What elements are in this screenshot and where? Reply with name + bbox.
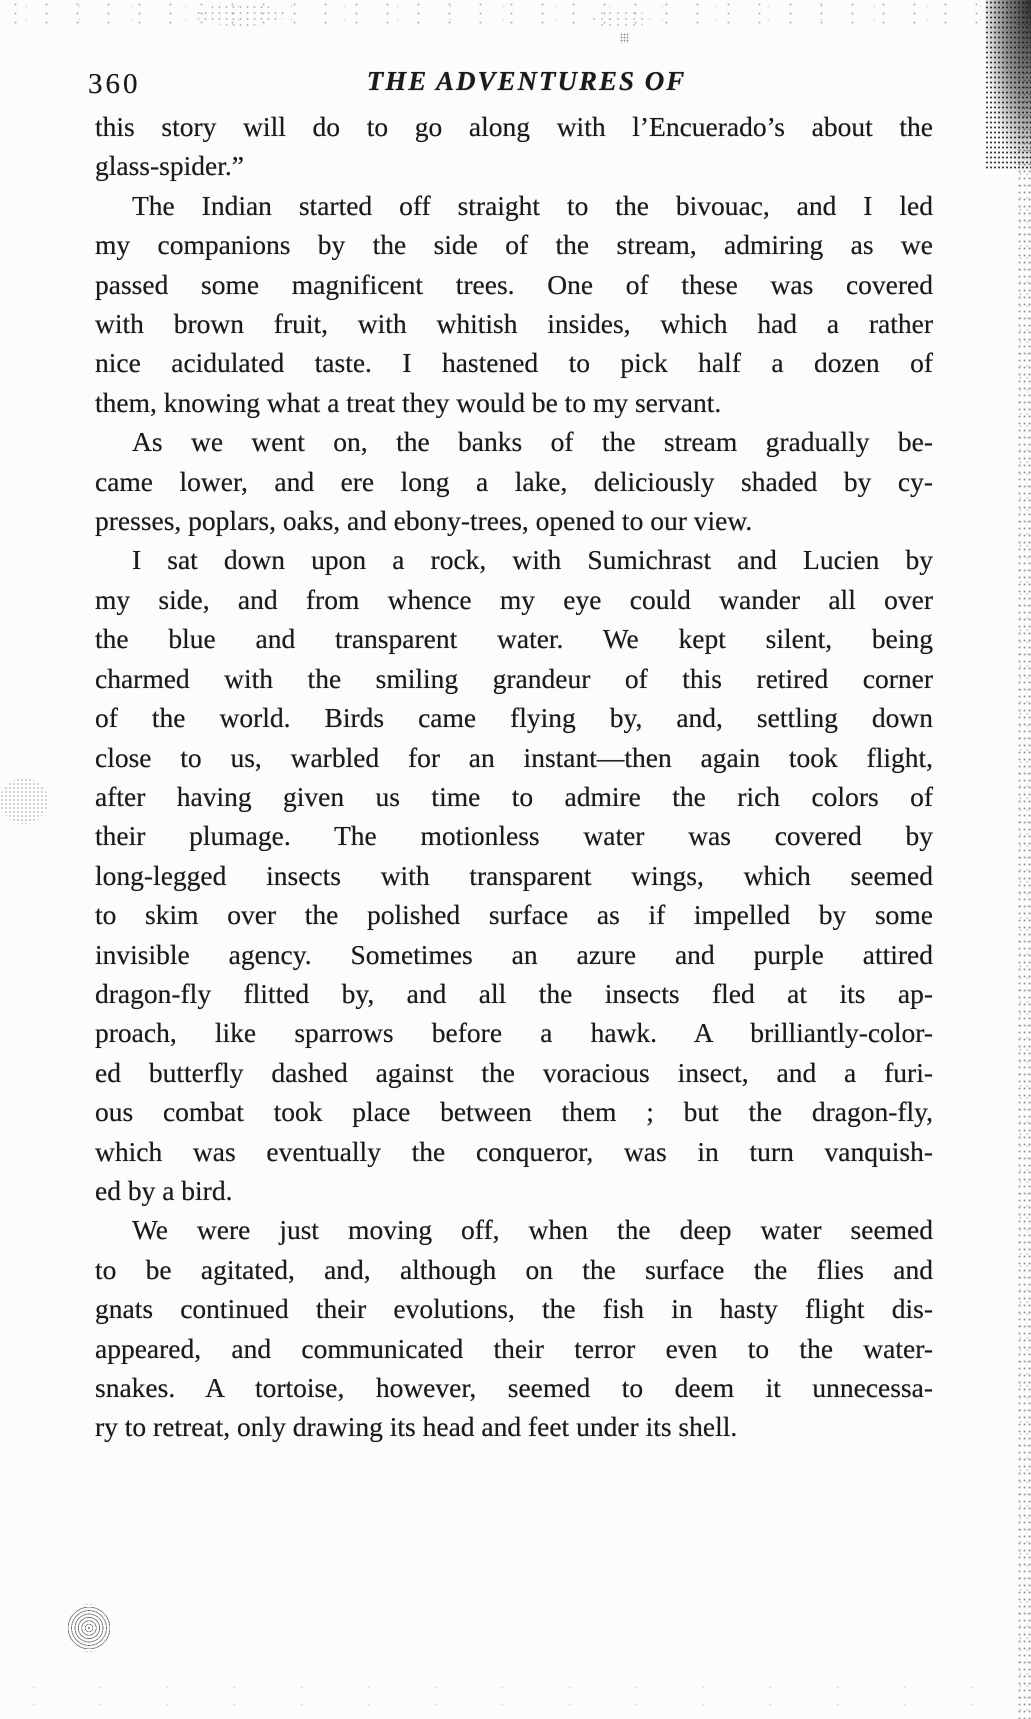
text-line: ry to retreat, only drawing its head and feet under its shell. [95, 1411, 738, 1443]
page-number: 360 [88, 68, 141, 100]
text-line: their plumage. The motionless water was covered by [95, 820, 933, 852]
text-line: glass-spider.” [95, 150, 244, 182]
text-line: ed by a bird. [95, 1174, 233, 1206]
text-line: I sat down upon a rock, with Sumichrast and Lucien by [132, 544, 933, 576]
text-line: with brown fruit, with whitish insides, which had a rather [95, 308, 933, 340]
paragraph [95, 1210, 933, 1446]
text-line: ed butterfly dashed against the voracious insect, and a furi- [95, 1056, 933, 1088]
scan-noise-top-edge [0, 0, 1031, 28]
text-line: long-legged insects with transparent wings, which seemed [95, 859, 933, 891]
text-line: presses, poplars, oaks, and ebony-trees, opened to our view. [95, 505, 753, 537]
text-line: appeared, and communicated their terror even to the water- [95, 1332, 933, 1364]
text-line: gnats continued their evolutions, the fish in hasty flight dis- [95, 1293, 933, 1325]
text-line: this story will do to go along with l’Encuerado’s about the [95, 111, 933, 142]
text-line: close to us, warbled for an instant—then again took flight, [95, 741, 933, 773]
scan-noise-patch [195, 4, 285, 26]
scan-noise-bottom-edge [0, 1679, 1031, 1719]
text-line: which was eventually the conqueror, was in turn vanquish- [95, 1135, 933, 1167]
body-text [95, 107, 933, 1447]
text-line: invisible agency. Sometimes an azure and purple attired [95, 938, 933, 970]
scan-noise-patch [590, 10, 650, 28]
text-line: The Indian started off straight to the bivouac, and I led [132, 189, 933, 221]
text-line: of the world. Birds came flying by, and, settling down [95, 702, 933, 734]
text-line: my side, and from whence my eye could wander all over [95, 583, 933, 615]
text-line: my companions by the side of the stream, admiring as we [95, 229, 933, 261]
paragraph [95, 540, 933, 1210]
text-line: As we went on, the banks of the stream gradually be- [132, 426, 933, 458]
paragraph [95, 422, 933, 540]
scan-binding-edge-right [1017, 0, 1031, 1719]
text-line: passed some magnificent trees. One of these was covered [95, 268, 933, 300]
paragraph [95, 107, 933, 186]
text-line: to be agitated, and, although on the surface the flies and [95, 1253, 933, 1285]
fingerprint-smudge [67, 1604, 111, 1652]
running-header-title: THE ADVENTURES OF [366, 66, 687, 96]
text-line: proach, like sparrows before a hawk. A brilliantly-color- [95, 1017, 933, 1049]
text-line: to skim over the polished surface as if impelled by some [95, 899, 933, 931]
text-line: the blue and transparent water. We kept silent, being [95, 623, 933, 655]
text-line: dragon-fly flitted by, and all the insects fled at its ap- [95, 977, 933, 1009]
text-line: We were just moving off, when the deep water seemed [132, 1214, 933, 1246]
text-line: charmed with the smiling grandeur of this retired corner [95, 662, 933, 694]
text-line: after having given us time to admire the rich colors of [95, 780, 933, 812]
text-line: came lower, and ere long a lake, deliciously shaded by cy- [95, 465, 933, 497]
ink-smudge-left-margin [0, 778, 48, 824]
text-line: nice acidulated taste. I hastened to pick half a dozen of [95, 347, 933, 379]
paragraph [95, 186, 933, 422]
text-line: them, knowing what a treat they would be to my servant. [95, 386, 722, 418]
text-line: snakes. A tortoise, however, seemed to deem it unnecessa- [95, 1372, 933, 1403]
text-line: ous combat took place between them ; but the dragon-fly, [95, 1096, 933, 1128]
ink-speck [620, 33, 629, 43]
